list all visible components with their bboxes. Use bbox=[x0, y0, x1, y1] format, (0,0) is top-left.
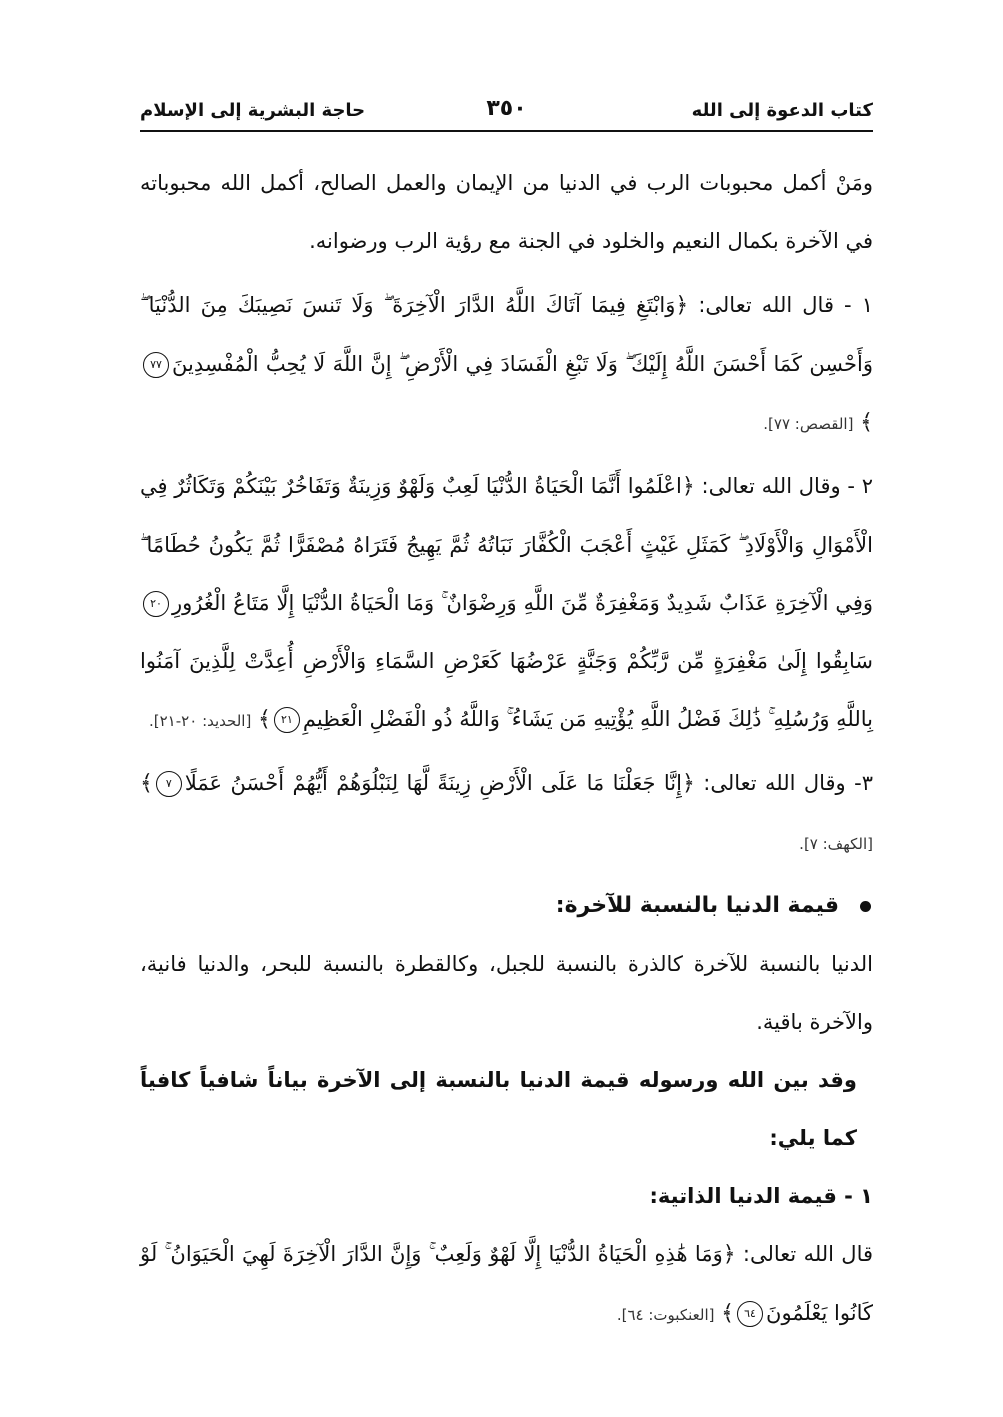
verse-reference: [الحديد: ٢٠-٢١]. bbox=[149, 712, 252, 730]
ayah-number-marker: ٧٧ bbox=[143, 352, 169, 378]
ayah-number-marker: ٧ bbox=[156, 771, 182, 797]
quran-verse-continued: سَابِقُوا إِلَىٰ مَغْفِرَةٍ مِّن رَّبِّكُمْ وَجَنَّةٍ عَرْضُهَا كَعَرْضِ السَّمَاءِ وَالْأَرْضِ أُعِدَّتْ لِلَّذِينَ آمَنُوا بِاللَّهِ وَرُسُلِهِ ۚ ذَٰلِكَ فَضْلُ اللَّهِ يُؤْتِيهِ مَن يَشَاءُ ۚ وَاللَّهُ ذُو الْفَضْلِ الْعَظِيمِ bbox=[140, 649, 873, 731]
sub-heading: ١ - قيمة الدنيا الذاتية: bbox=[649, 1184, 873, 1208]
quran-open-bracket: ﴿ bbox=[681, 771, 695, 796]
page-number: ٣٥٠ bbox=[486, 96, 527, 121]
quran-verse: وَمَا هَٰذِهِ الْحَيَاةُ الدُّنْيَا إِلَّا لَهْوٌ وَلَعِبٌ ۚ وَإِنَّ الدَّارَ الْآخِرَةَ لَهِيَ الْحَيَوَانُ ۚ لَوْ كَانُوا يَعْلَمُونَ bbox=[140, 1242, 873, 1325]
verse-reference: [العنكبوت: ٦٤]. bbox=[616, 1306, 715, 1324]
quran-verse: اعْلَمُوا أَنَّمَا الْحَيَاةُ الدُّنْيَا لَعِبٌ وَلَهْوٌ وَزِينَةٌ وَتَفَاخُرٌ بَيْنَكُمْ وَتَكَاثُرٌ فِي الْأَمْوَالِ وَالْأَوْلَادِ ۖ كَمَثَلِ غَيْثٍ أَعْجَبَ الْكُفَّارَ نَبَاتُهُ ثُمَّ يَهِيجُ فَتَرَاهُ مُصْفَرًّا ثُمَّ يَكُونُ حُطَامًا ۖ وَفِي الْآخِرَةِ عَذَابٌ شَدِيدٌ وَمَغْفِرَةٌ مِّنَ اللَّهِ وَرِضْوَانٌ ۚ وَمَا الْحَيَاةُ الدُّنْيَا إِلَّا مَتَاعُ الْغُرُورِ bbox=[140, 474, 873, 615]
quran-open-bracket: ﴿ bbox=[722, 1242, 736, 1267]
page-header bbox=[140, 96, 873, 128]
bold-statement: وقد بين الله ورسوله قيمة الدنيا بالنسبة إلى الآخرة بياناً شافياً كافياً كما يلي: bbox=[140, 1068, 857, 1150]
ayah-number-marker: ٢٠ bbox=[143, 591, 169, 617]
verse-reference: [القصص: ٧٧]. bbox=[763, 415, 854, 433]
section-paragraph: الدنيا بالنسبة للآخرة كالذرة بالنسبة للجبل، وكالقطرة بالنسبة للبحر، والدنيا فانية، والآخرة باقية. bbox=[140, 952, 873, 1034]
item-prefix: ٢ - وقال الله تعالى: bbox=[694, 474, 873, 498]
quran-verse: وَابْتَغِ فِيمَا آتَاكَ اللَّهُ الدَّارَ الْآخِرَةَ ۖ وَلَا تَنسَ نَصِيبَكَ مِنَ الدُّنْيَا ۖ وَأَحْسِن كَمَا أَحْسَنَ اللَّهُ إِلَيْكَ ۖ وَلَا تَبْغِ الْفَسَادَ فِي الْأَرْضِ ۖ إِنَّ اللَّهَ لَا يُحِبُّ الْمُفْسِدِينَ bbox=[140, 293, 873, 376]
page-body bbox=[140, 154, 873, 1344]
quran-close-bracket: ﴾ bbox=[140, 771, 153, 796]
verse-item-1 bbox=[140, 276, 873, 453]
quran-close-bracket: ﴾ bbox=[721, 1301, 735, 1326]
header-rule bbox=[140, 130, 873, 132]
quran-open-bracket: ﴿ bbox=[675, 293, 689, 318]
item-prefix: قال الله تعالى: bbox=[735, 1242, 874, 1266]
section-heading-text: قيمة الدنيا بالنسبة للآخرة: bbox=[555, 893, 839, 918]
verse-reference: [الكهف: ٧]. bbox=[799, 835, 873, 853]
ayah-number-marker: ٢١ bbox=[274, 707, 300, 733]
quran-close-bracket: ﴾ bbox=[860, 410, 873, 435]
item-prefix: ٣- وقال الله تعالى: bbox=[694, 771, 873, 795]
quran-close-bracket: ﴾ bbox=[258, 707, 271, 732]
section-heading bbox=[140, 877, 873, 935]
page bbox=[140, 96, 874, 1326]
bullet-icon bbox=[860, 901, 871, 912]
item-prefix: ١ - قال الله تعالى: bbox=[688, 293, 873, 317]
intro-paragraph: ومَنْ أكمل محبوبات الرب في الدنيا من الإيمان والعمل الصالح، أكمل الله محبوباته في الآخرة بكمال النعيم والخلود في الجنة مع رؤية الرب ورضوانه. bbox=[140, 171, 873, 253]
final-verse-item bbox=[140, 1225, 873, 1344]
verse-item-3 bbox=[140, 754, 873, 873]
ayah-number-marker: ٦٤ bbox=[737, 1301, 763, 1327]
verse-item-2 bbox=[140, 457, 873, 750]
chapter-title: حاجة البشرية إلى الإسلام bbox=[140, 100, 366, 121]
book-title: كتاب الدعوة إلى الله bbox=[691, 100, 873, 121]
quran-verse: إِنَّا جَعَلْنَا مَا عَلَى الْأَرْضِ زِينَةً لَّهَا لِنَبْلُوَهُمْ أَيُّهُمْ أَحْسَنُ عَمَلًا bbox=[184, 771, 682, 795]
quran-open-bracket: ﴿ bbox=[681, 474, 695, 499]
